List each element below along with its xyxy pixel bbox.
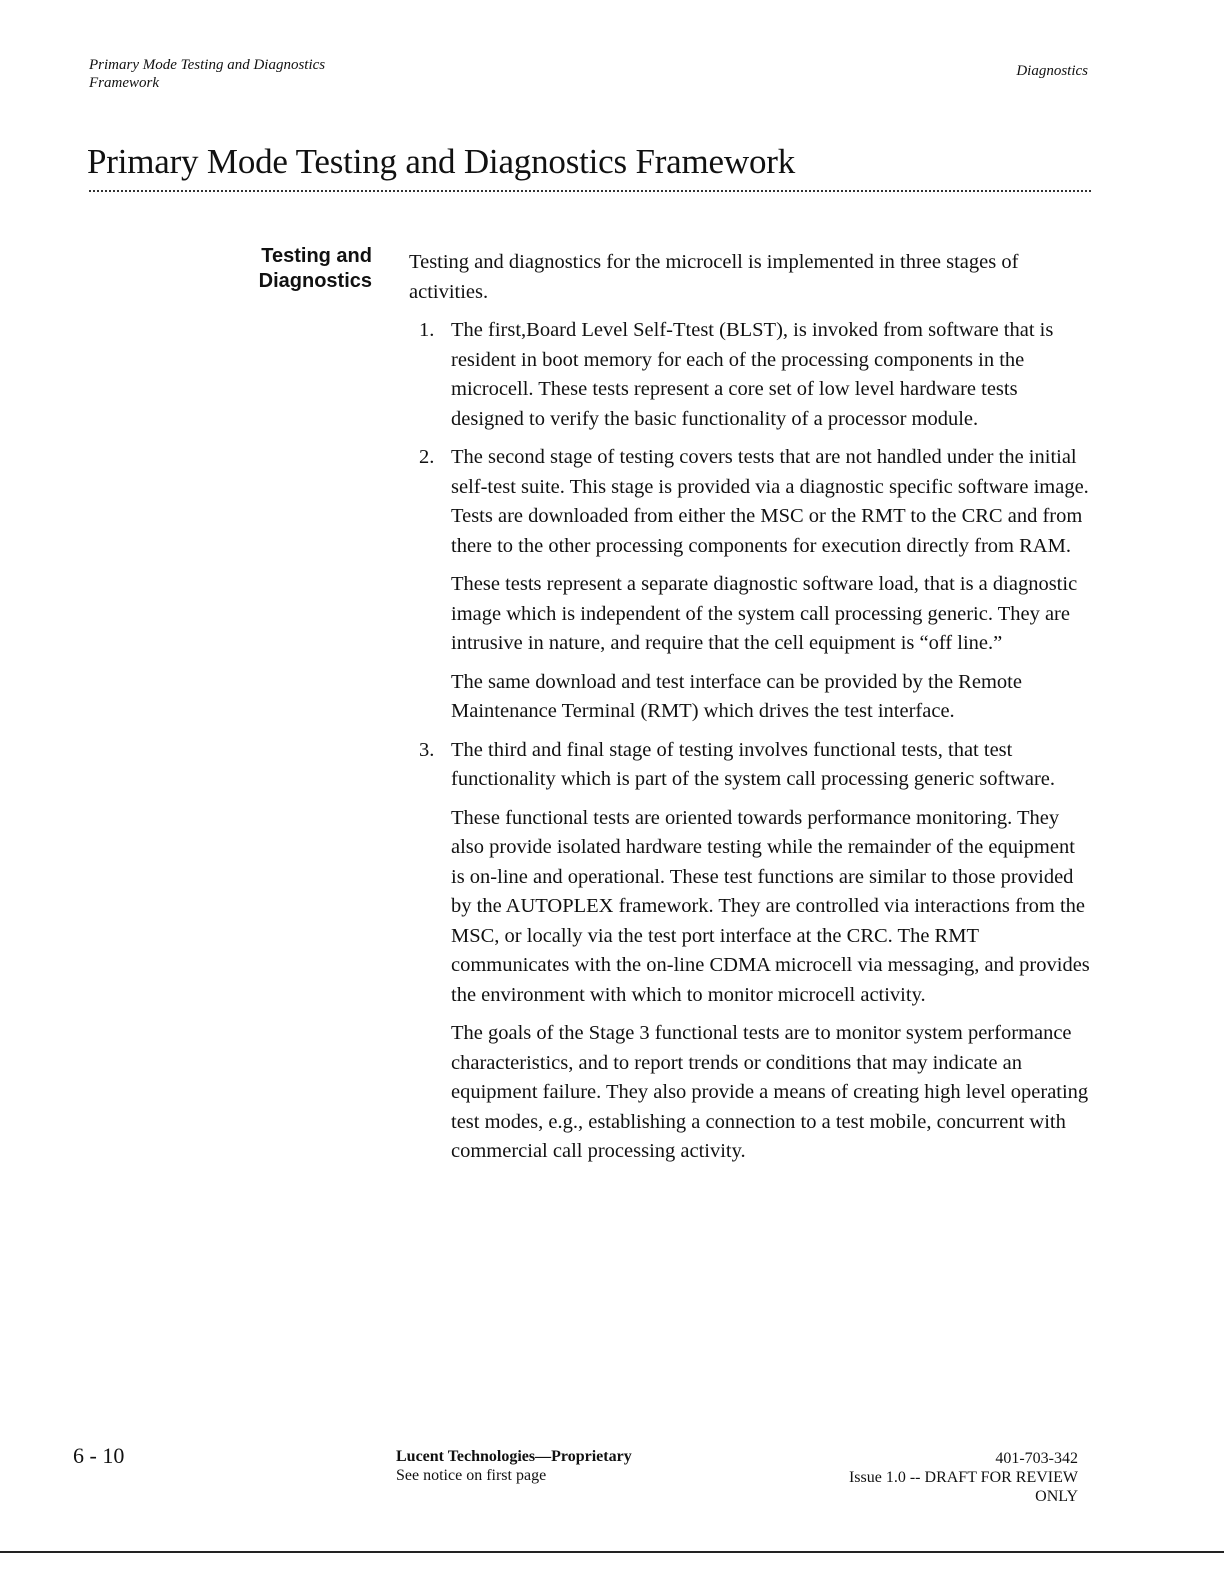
list-item-1	[409, 316, 1091, 434]
list-item-paragraph: The third and final stage of testing involves functional tests, that test functionality which is part of the system call processing generic software.	[451, 738, 1055, 790]
list-item-number: 3.	[419, 738, 435, 761]
side-heading-line2: Diagnostics	[258, 270, 372, 292]
footer-right	[778, 1449, 1078, 1506]
list-item-paragraph: The first,Board Level Self-Ttest (BLST), is invoked from software that is resident in boot memory for each of the processing components in the microcell. These tests represent a core set of low level hardware tests designed to verify the basic functionality of a processor module.	[451, 319, 1054, 430]
section-side-heading	[172, 244, 372, 294]
list-item-paragraph: These functional tests are oriented towards performance monitoring. They also provide isolated hardware testing while the remainder of the equipment is on-line and operational. These test functions are similar to those provided by the AUTOPLEX framework. They are controlled via interactions from the MSC, or locally via the test port interface at the CRC. The RMT communicates with the on-line CDMA microcell via messaging, and provides the environment with which to monitor microcell activity.	[451, 806, 1090, 1006]
running-header-left-line1: Primary Mode Testing and Diagnostics	[89, 57, 326, 73]
footer-center	[396, 1447, 632, 1485]
list-item-paragraph: These tests represent a separate diagnostic software load, that is a diagnostic image which is independent of the system call processing generic. They are intrusive in nature, and require that the cell equipment is “off line.”	[451, 573, 1078, 654]
title-divider	[89, 190, 1091, 192]
footer-doc-number: 401-703-342	[995, 1450, 1078, 1467]
list-item-paragraph: The same download and test interface can be provided by the Remote Maintenance Terminal (RMT) which drives the test interface.	[451, 670, 1022, 722]
list-item-3	[409, 736, 1091, 1167]
running-header-left	[89, 56, 325, 92]
body-column	[409, 248, 1091, 1176]
running-header-right: Diagnostics	[1016, 63, 1088, 79]
side-heading-line1: Testing and	[261, 245, 372, 267]
list-item-paragraph: The second stage of testing covers tests that are not handled under the initial self-test suite. This stage is provided via a diagnostic specific software image. Tests are downloaded from either the MSC or the RMT to the CRC and from there to the other processing components for execution directly from RAM.	[451, 446, 1089, 557]
running-header-left-line2: Framework	[89, 75, 159, 91]
list-item-2	[409, 443, 1091, 727]
list-item-number: 2.	[419, 446, 435, 468]
list-item-number: 1.	[419, 319, 435, 341]
bottom-divider	[0, 1551, 1224, 1553]
intro-paragraph: Testing and diagnostics for the microcell is implemented in three stages of activities.	[409, 251, 1019, 303]
list-item-paragraph: The goals of the Stage 3 functional tests are to monitor system performance characteristics, and to report trends or conditions that may indicate an equipment failure. They also provide a means of creating high level operating test modes, e.g., establishing a connection to a test mobile, concurrent with commercial call processing activity.	[451, 1022, 1089, 1162]
footer-issue: Issue 1.0 -- DRAFT FOR REVIEW	[848, 1469, 1078, 1486]
page-title: Primary Mode Testing and Diagnostics Framework	[87, 142, 796, 181]
footer-brand: Lucent Technologies—Proprietary	[396, 1448, 632, 1465]
page-number: 6 - 10	[73, 1443, 125, 1468]
footer-notice: See notice on first page	[396, 1467, 547, 1484]
footer-issue-cont: ONLY	[1035, 1488, 1078, 1505]
